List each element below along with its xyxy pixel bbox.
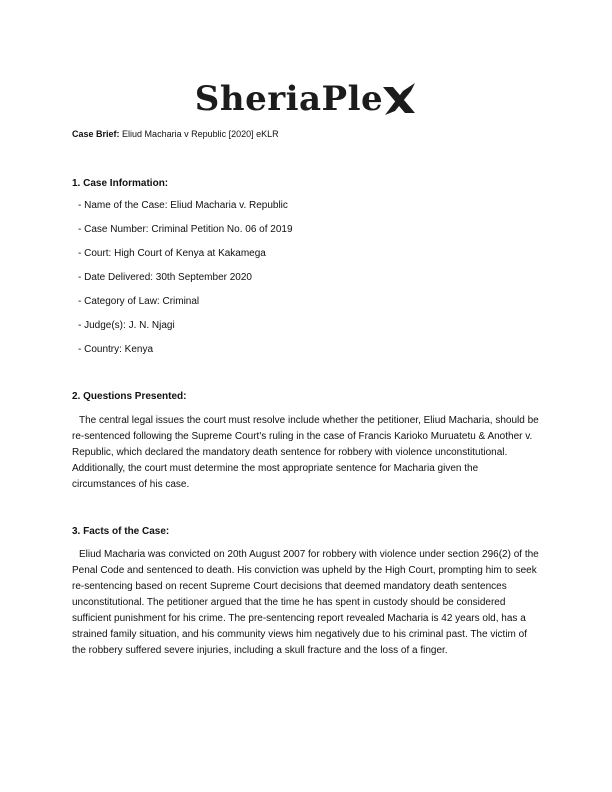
questions-presented-text: The central legal issues the court must resolve include whether the petitioner, Eliud Macharia, should be re-sentenced following the Supreme Court's ruling in the case of Francis Karioko Muruatetu & Another v. Republic, which declared the mandatory death sentence for robbery with violence unconstitutional. Additionally, the court must determine the most appropriate sentence for Macharia given the circumstances of his case. — [72, 415, 539, 490]
list-item: - Judge(s): J. N. Njagi — [78, 320, 175, 331]
case-information-heading: 1. Case Information: — [72, 178, 169, 189]
sheriaplex-logo — [0, 74, 612, 124]
list-item: - Date Delivered: 30th September 2020 — [78, 272, 252, 283]
case-information-list — [78, 199, 293, 367]
case-brief-label: Case Brief: — [72, 129, 120, 139]
facts-heading: 3. Facts of the Case: — [72, 526, 170, 537]
facts-text: Eliud Macharia was convicted on 20th August 2007 for robbery with violence under section 296(2) of the Penal Code and sentenced to death. His conviction was upheld by the High Court, prompting him to seek re-sentencing based on recent Supreme Court decisions that deemed mandatory death sentences unconstitutional. The petitioner argued that the time he has spent in custody should be considered sufficient punishment for his crime. The pre-sentencing report revealed Macharia is 42 years old, has a strained family situation, and his community views him negatively due to his criminal past. The victim of the robbery suffered severe injuries, including a skull fracture and the loss of a finger. — [72, 549, 539, 656]
list-item: - Case Number: Criminal Petition No. 06 of 2019 — [78, 224, 293, 235]
logo-text: SheriaPle — [194, 79, 384, 119]
questions-presented-heading: 2. Questions Presented: — [72, 391, 187, 402]
case-brief-title: Eliud Macharia v Republic [2020] eKLR — [122, 129, 279, 139]
list-item: - Country: Kenya — [78, 344, 154, 355]
list-item: - Category of Law: Criminal — [78, 296, 200, 307]
list-item: - Name of the Case: Eliud Macharia v. Republic — [78, 200, 288, 211]
logo-x-mark-icon — [381, 81, 417, 117]
case-brief-line — [72, 129, 279, 139]
list-item: - Court: High Court of Kenya at Kakamega — [78, 248, 266, 259]
